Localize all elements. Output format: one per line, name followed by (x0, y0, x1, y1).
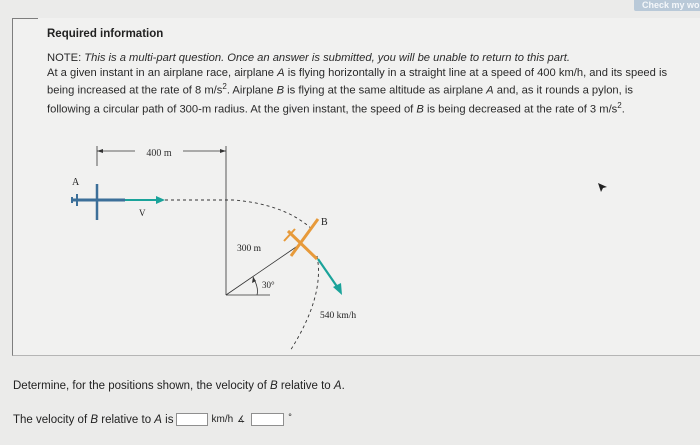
answer-row (13, 413, 292, 426)
required-information-title: Required information (47, 28, 164, 40)
radius-label: 300 m (237, 244, 262, 254)
var-a: A (154, 413, 162, 426)
question-text (13, 380, 345, 392)
check-my-work-button[interactable]: Check my wo (634, 0, 700, 11)
unit-label: km/h (211, 414, 234, 425)
note-label: NOTE: (47, 52, 82, 64)
airplane-a-icon (72, 184, 125, 220)
flight-path-dashed (290, 256, 318, 351)
velocity-b-arrowhead (333, 283, 342, 295)
var-a: A (486, 84, 494, 97)
dimension-arrow-left (97, 149, 103, 153)
airplane-b-icon (284, 219, 318, 259)
problem-text: is flying at the same altitude as airplane (287, 84, 484, 97)
problem-text: . (621, 103, 625, 116)
velocity-a-arrowhead (156, 196, 165, 204)
required-information-panel (12, 18, 700, 356)
angle-symbol: ∡ (237, 414, 246, 424)
airplane-diagram (55, 146, 375, 351)
exponent: 2 (222, 82, 227, 92)
distance-label: 400 m (146, 148, 172, 159)
var-a: A (277, 66, 285, 79)
answer-text: The velocity of (13, 413, 88, 426)
note-text: This is a multi-part question. Once an answer is submitted, you will be unable to return to this part. (84, 52, 570, 64)
exponent: 2 (617, 100, 622, 110)
problem-text: is being decreased at the rate of 3 m/s (426, 103, 618, 116)
var-a: A (333, 380, 342, 392)
problem-statement (47, 51, 672, 117)
angle-label: 30° (262, 280, 275, 290)
question-part: . (341, 380, 345, 392)
answer-text: relative to (101, 413, 152, 426)
problem-text: and, as it rounds a pylon, is following a circular path of 300-m radius. At the given instant, the speed of (47, 84, 633, 116)
question-part: Determine, for the positions shown, the velocity of (13, 380, 267, 392)
velocity-magnitude-input[interactable] (176, 413, 208, 426)
problem-text: is flying horizontally in a straight line at a speed of 400 km/h, and its speed is being increased at the rate of 8 m/s (47, 66, 668, 97)
dimension-arrow-right (220, 149, 226, 153)
degree-symbol: ° (288, 411, 292, 422)
answer-text: is (165, 413, 174, 426)
velocity-b-arrow (318, 259, 338, 288)
label-v: V (139, 208, 146, 218)
mouse-cursor-icon (598, 183, 608, 193)
flight-path-dashed (165, 200, 313, 230)
problem-text: At a given instant in an airplane race, airplane (47, 66, 275, 79)
var-b: B (276, 84, 285, 97)
velocity-angle-input[interactable] (251, 413, 284, 426)
var-b: B (269, 380, 278, 392)
label-b: B (321, 217, 328, 228)
speed-label: 540 km/h (320, 311, 357, 321)
problem-text: . Airplane (226, 84, 274, 97)
question-part: relative to (280, 380, 331, 392)
label-a: A (72, 177, 80, 188)
var-b: B (416, 103, 424, 116)
var-b: B (90, 413, 99, 426)
